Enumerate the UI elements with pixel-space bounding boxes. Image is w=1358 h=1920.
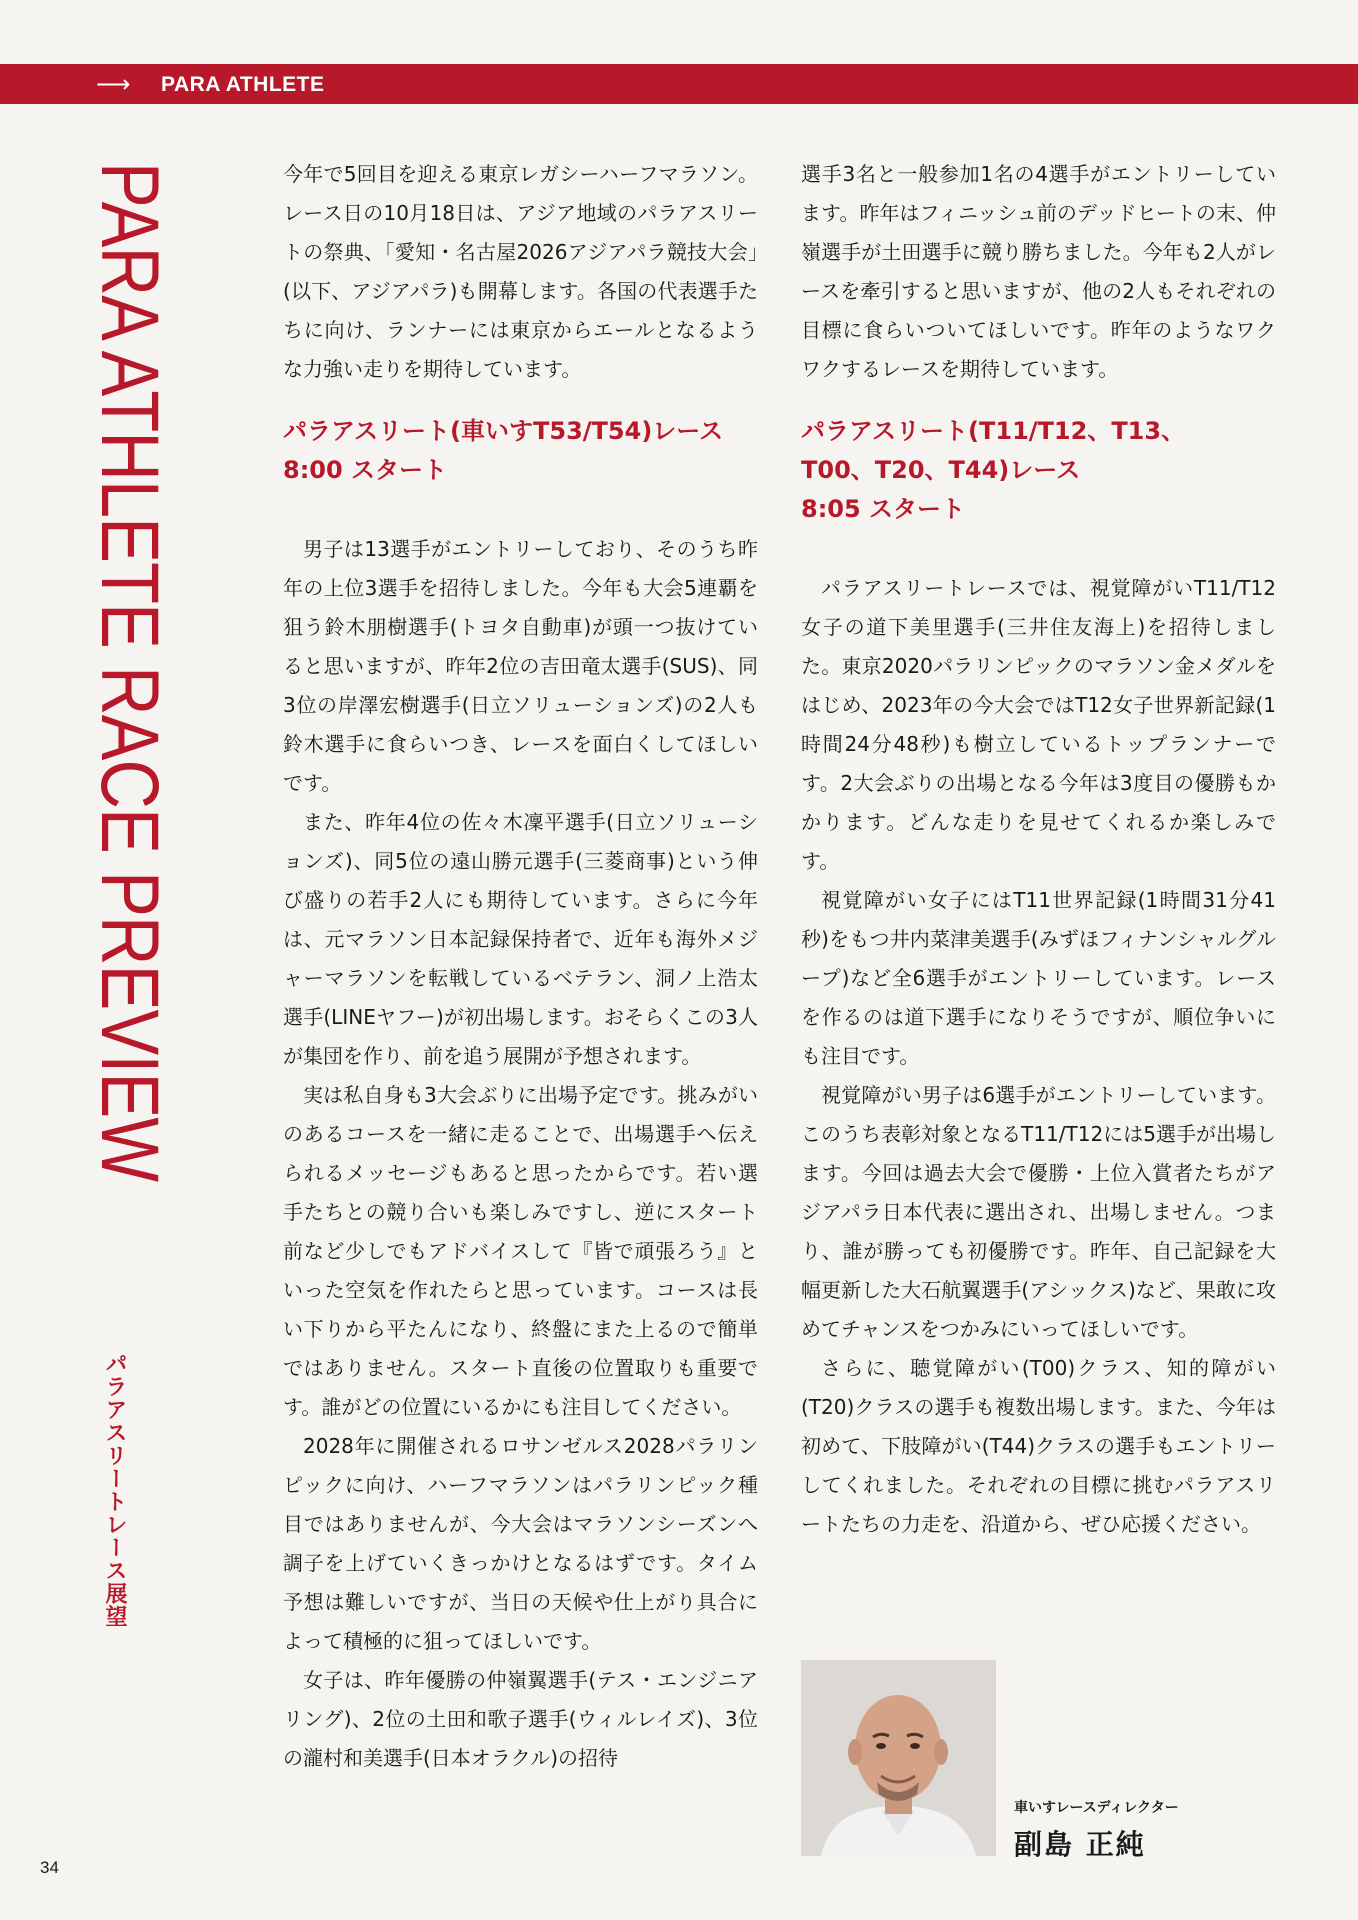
profile-role: 車いすレースディレクター xyxy=(1014,1800,1179,1816)
left-column xyxy=(283,155,758,1778)
right-column xyxy=(801,155,1276,1544)
director-photo xyxy=(801,1660,996,1856)
body-paragraph: 2028年に開催されるロサンゼルス2028パラリンピックに向け、ハーフマラソンはパラリンピック種目ではありませんが、今大会はマラソンシーズンへ調子を上げていくきっかけとなるはずです。タイム予想は難しいですが、当日の天候や仕上がり具合によって積極的に狙ってほしいです。 xyxy=(283,1434,758,1653)
arrow-icon: ⟶ xyxy=(96,70,131,98)
body-paragraph: また、昨年4位の佐々木凜平選手(日立ソリューションズ)、同5位の遠山勝元選手(三菱商事)という伸び盛りの若手2人にも期待しています。さらに今年は、元マラソン日本記録保持者で、近年も海外メジャーマラソンを転戦しているベテラン、洞ノ上浩太選手(LINEヤフー)が初出場します。おそらくこの3人が集団を作り、前を追う展開が予想されます。 xyxy=(283,810,758,1068)
body-paragraph: 視覚障がい女子にはT11世界記録(1時間31分41秒)をもつ井内菜津美選手(みずほフィナンシャルグループ)など全6選手がエントリーしています。レースを作るのは道下選手になりそうですが、順位争いにも注目です。 xyxy=(801,888,1276,1068)
section-title: PARA ATHLETE xyxy=(161,73,325,96)
section-banner xyxy=(0,64,1358,104)
body-paragraph: さらに、聴覚障がい(T00)クラス、知的障がい(T20)クラスの選手も複数出場します。また、今年は初めて、下肢障がい(T44)クラスの選手もエントリーしてくれました。それぞれの目標に挑むパラアスリートたちの力走を、沿道から、ぜひ応援ください。 xyxy=(801,1356,1276,1536)
body-paragraph: 視覚障がい男子は6選手がエントリーしています。このうち表彰対象となるT11/T12には5選手が出場します。今回は過去大会で優勝・上位入賞者たちがアジアパラ日本代表に選出され、出場しません。つまり、誰が勝っても初優勝です。昨年、自己記録を大幅更新した大石航翼選手(アシックス)など、果敢に攻めてチャンスをつかみにいってほしいです。 xyxy=(801,1083,1276,1341)
person-portrait-icon xyxy=(801,1660,996,1856)
side-title-english: PARA ATHLETE RACE PREVIEW xyxy=(84,162,175,1182)
body-paragraph: 男子は13選手がエントリーしており、そのうち昨年の上位3選手を招待しました。今年も大会5連覇を狙う鈴木朋樹選手(トヨタ自動車)が頭一つ抜けていると思いますが、昨年2位の吉田竜太選手(SUS)、同3位の岸澤宏樹選手(日立ソリューションズ)の2人も鈴木選手に食らいつき、レースを面白くしてほしいです。 xyxy=(283,537,758,795)
page-number: 34 xyxy=(40,1858,59,1877)
profile-name: 副島 正純 xyxy=(1014,1828,1146,1861)
wheelchair-race-heading: パラアスリート(車いすT53/T54)レース 8:00 スタート xyxy=(283,417,724,484)
body-paragraph: パラアスリートレースでは、視覚障がいT11/T12女子の道下美里選手(三井住友海上)を招待しました。東京2020パラリンピックのマラソン金メダルをはじめ、2023年の今大会ではT12女子世界新記録(1時間24分48秒)も樹立しているトップランナーです。2大会ぶりの出場となる今年は3度目の優勝もかかります。どんな走りを見せてくれるか楽しみです。 xyxy=(801,576,1276,873)
continuation-paragraph: 選手3名と一般参加1名の4選手がエントリーしています。昨年はフィニッシュ前のデッドヒートの末、仲嶺選手が土田選手に競り勝ちました。今年も2人がレースを牽引すると思いますが、他の2人もそれぞれの目標に食らいついてほしいです。昨年のようなワクワクするレースを期待しています。 xyxy=(801,162,1276,381)
body-paragraph: 実は私自身も3大会ぶりに出場予定です。挑みがいのあるコースを一緒に走ることで、出場選手へ伝えられるメッセージもあると思ったからです。若い選手たちとの競り合いも楽しみですし、逆にスタート前など少しでもアドバイスして『皆で頑張ろう』といった空気を作れたらと思っています。コースは長い下りから平たんになり、終盤にまた上るので簡単ではありません。スタート直後の位置取りも重要です。誰がどの位置にいるかにも注目してください。 xyxy=(283,1083,758,1419)
intro-paragraph: 今年で5回目を迎える東京レガシーハーフマラソン。レース日の10月18日は、アジア地域のパラアスリートの祭典、「愛知・名古屋2026アジアパラ競技大会」(以下、アジアパラ)も開幕します。各国の代表選手たちに向け、ランナーには東京からエールとなるような力強い走りを期待しています。 xyxy=(283,162,758,381)
para-race-heading: パラアスリート(T11/T12、T13、 T00、T20、T44)レース 8:05 スタート xyxy=(801,417,1186,523)
side-title-japanese: パラアスリートレース展望 xyxy=(102,1352,127,1628)
body-paragraph: 女子は、昨年優勝の仲嶺翼選手(テス・エンジニアリング)、2位の土田和歌子選手(ウィルレイズ)、3位の瀧村和美選手(日本オラクル)の招待 xyxy=(283,1668,758,1770)
